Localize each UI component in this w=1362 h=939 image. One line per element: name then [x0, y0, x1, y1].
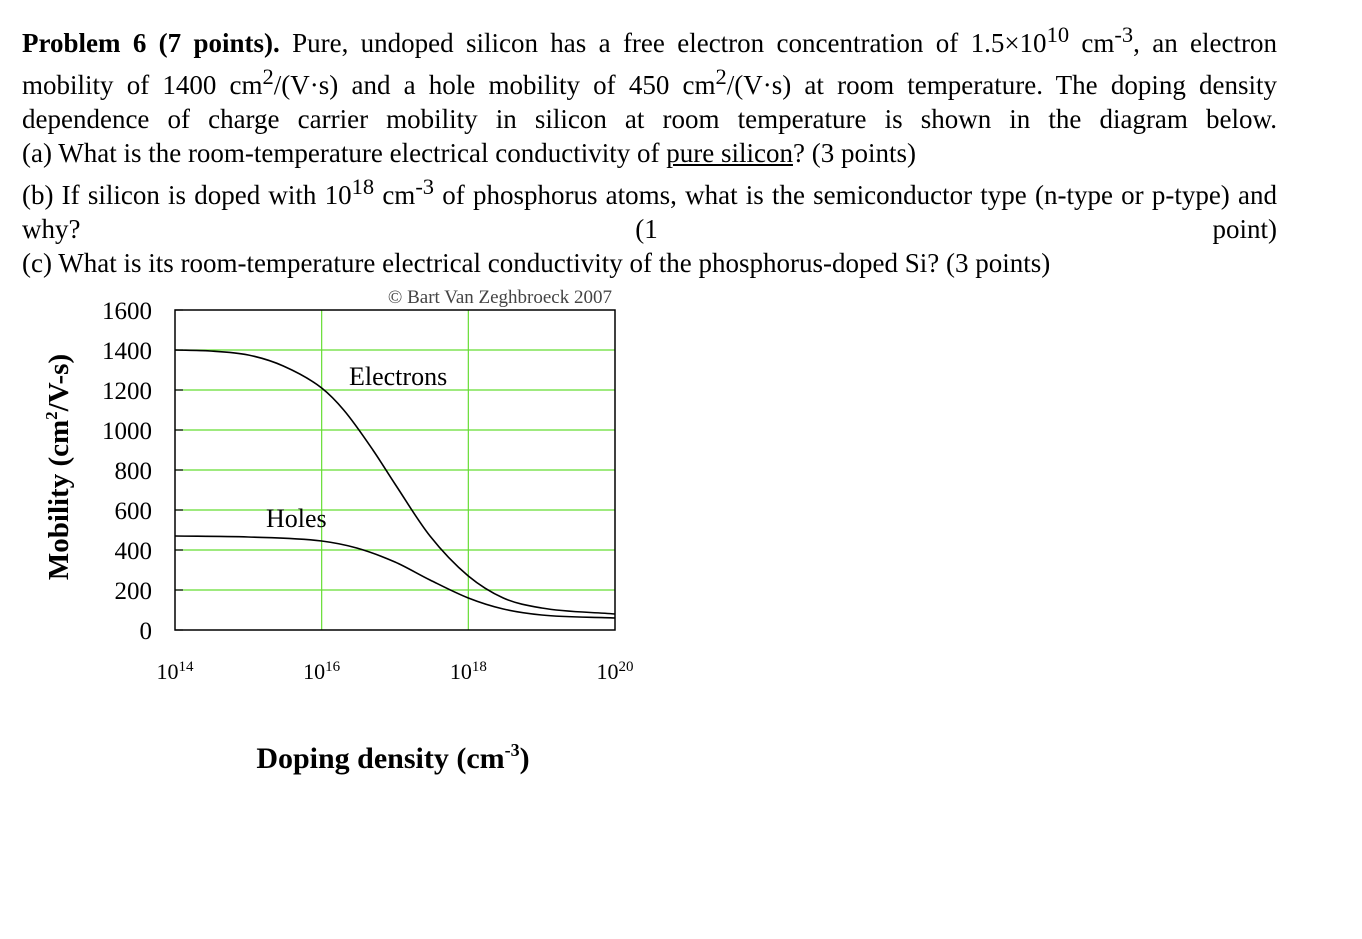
mobility-chart [0, 275, 700, 795]
y-tick-label: 1400 [102, 338, 152, 365]
series-labels [266, 362, 447, 533]
question-a-text: (a) What is the room-temperature electrical conductivity of [22, 138, 667, 168]
intro-text-2: cm [1069, 28, 1115, 58]
y-tick-label: 200 [114, 578, 152, 605]
problem-heading: Problem 6 (7 points). [22, 28, 280, 58]
x-axis-label: Doping density $(cm^{-3})$ [256, 740, 530, 775]
question-b-text-3: of phosphorus atoms, what is the semiconductor type (n-type or p-type) and why? (1 point) [22, 180, 1277, 244]
y-tick-label: 600 [114, 498, 152, 525]
x-tick-label: $10^{16}$ [303, 659, 341, 684]
y-tick-label: 400 [114, 538, 152, 565]
question-a [22, 136, 1277, 170]
y-tick-label: 0 [139, 618, 152, 645]
question-c: (c) What is its room-temperature electrical conductivity of the phosphorus-doped Si? (3 points) [22, 248, 1051, 278]
x-tick-label: $10^{14}$ [156, 659, 194, 684]
problem-statement [22, 18, 1277, 280]
x-tick-label: $10^{20}$ [596, 659, 634, 684]
chart-grid [175, 310, 615, 630]
y-tick-label: 1000 [102, 418, 152, 445]
y-tick-label: 800 [114, 458, 152, 485]
intro-exp-1: 10 [1046, 22, 1070, 47]
intro-exp-2: -3 [1114, 22, 1134, 47]
problem-intro [22, 18, 1277, 136]
intro-exp-4: 2 [715, 64, 727, 89]
intro-text-3: , an electron mobility of 1400 cm [22, 28, 1277, 100]
series-label-holes: Holes [266, 504, 327, 533]
copyright-notice: © Bart Van Zeghbroeck 2007 [387, 287, 612, 308]
question-b-exp-2: -3 [415, 174, 435, 199]
intro-exp-3: 2 [262, 64, 274, 89]
x-tick-label: $10^{18}$ [449, 659, 487, 684]
y-tick-label: 1600 [102, 298, 152, 325]
series-line-holes [175, 536, 615, 618]
question-a-underlined: pure silicon [666, 138, 793, 168]
question-b-exp-1: 18 [351, 174, 375, 199]
y-axis-label: Mobility $(cm^2/V-s)$ [42, 353, 75, 581]
series-label-electrons: Electrons [349, 362, 448, 391]
intro-text-1: Pure, undoped silicon has a free electron concentration of 1.5×10 [279, 28, 1047, 58]
intro-text-4: /(V·s) and a hole mobility of 450 cm [273, 70, 716, 100]
question-b-text-2: cm [374, 180, 416, 210]
question-b-text-1: (b) If silicon is doped with 10 [22, 180, 352, 210]
y-tick-label: 1200 [102, 378, 152, 405]
question-b [22, 170, 1277, 246]
y-axis-ticks [102, 298, 183, 645]
intro-text-5: /(V·s) at room temperature. The doping density dependence of charge carrier mobility in silicon at room temperature is shown in the diagram below. [22, 70, 1277, 134]
question-a-points: ? (3 points) [792, 138, 916, 168]
x-axis-ticks [157, 659, 634, 684]
